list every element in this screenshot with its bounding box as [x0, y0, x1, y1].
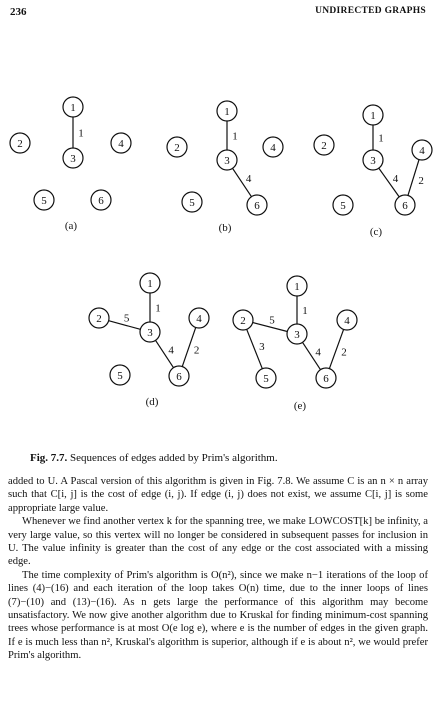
- node-label-5: 5: [189, 197, 195, 209]
- node-label-2: 2: [240, 315, 246, 327]
- edge-weight-label: 5: [123, 312, 130, 325]
- edge-weight-label: 2: [418, 174, 424, 187]
- node-label-1: 1: [294, 281, 300, 293]
- node-label-4: 4: [344, 315, 350, 327]
- edge-weight-label: 2: [341, 346, 347, 359]
- edge-weight-label: 1: [302, 305, 308, 317]
- edge-weight-label: 4: [245, 173, 252, 186]
- graph-panel-3: [314, 105, 432, 238]
- edge-weight-label: 4: [392, 172, 399, 185]
- graph-panel-4: [89, 273, 209, 408]
- node-label-3: 3: [370, 155, 376, 167]
- edge-weight-label: 2: [193, 344, 200, 357]
- figure-caption-label: Fig. 7.7.: [30, 452, 68, 464]
- node-label-2: 2: [174, 142, 180, 154]
- node-label-3: 3: [70, 153, 76, 165]
- node-label-3: 3: [224, 155, 230, 167]
- node-label-3: 3: [294, 329, 300, 341]
- node-label-6: 6: [402, 200, 408, 212]
- node-label-4: 4: [270, 142, 276, 154]
- edge-6-4: [408, 160, 419, 196]
- edge-weight-label: 1: [232, 130, 238, 143]
- node-label-6: 6: [98, 195, 104, 207]
- panel-label: (a): [64, 220, 78, 232]
- node-label-2: 2: [96, 313, 102, 325]
- node-label-6: 6: [176, 371, 182, 383]
- panel-label: (c): [369, 226, 383, 238]
- node-label-4: 4: [118, 138, 124, 150]
- panel-label: (e): [293, 400, 307, 412]
- graph-panel-5: [233, 276, 357, 412]
- graph-panel-2: [167, 101, 283, 234]
- paragraph-1: added to U. A Pascal version of this algorithm is given in Fig. 7.8. We assume C is an n × n array such that C[i, j] is the cost of edge (i, j). If edge (i, j) does not exist, we assume C[i, j] is some appropriate large value.: [8, 476, 428, 514]
- edge-weight-label: 1: [78, 127, 84, 140]
- edge-weight-label: 3: [259, 341, 265, 354]
- node-label-6: 6: [254, 200, 260, 212]
- node-label-1: 1: [224, 106, 230, 118]
- node-label-1: 1: [70, 102, 76, 114]
- page-number: 236: [10, 6, 27, 18]
- paragraph-3: The time complexity of Prim's algorithm is O(n²), since we make n−1 iterations of the loop of lines (4)−(16) and each iteration of the loop takes O(n) time, due to the inner loops of lines (7)−(10) and (13)−(16). As n gets large the performance of this algorithm may become unsatisfactory. We now give another algorithm due to Kruskal for finding minimum-cost spanning trees whose performance is at most O(e log e), where e is the number of edges in the given graph. If e is much less than n², Kruskal's algorithm is superior, although if e is about n², we would prefer Prim's algorithm.: [8, 569, 428, 662]
- figure-caption-text: Sequences of edges added by Prim's algorithm.: [70, 452, 278, 464]
- node-label-5: 5: [340, 200, 346, 212]
- edge-weight-label: 1: [378, 132, 384, 145]
- edge-weight-label: 4: [168, 344, 174, 357]
- figure-caption: [30, 452, 430, 464]
- edge-weight-label: 4: [315, 346, 321, 359]
- node-label-5: 5: [41, 195, 47, 207]
- body-text: [8, 475, 428, 663]
- node-label-3: 3: [147, 327, 153, 339]
- node-label-1: 1: [370, 110, 376, 122]
- edge-weight-label: 1: [155, 302, 161, 315]
- paragraph-2: Whenever we find another vertex k for the spanning tree, we make LOWCOST[k] be infinity, a very large value, so this vertex will no longer be considered in subsequent passes for inclusion in U. The value infinity is greater than the cost of any edge or the cost associated with a missing edge.: [8, 516, 428, 568]
- node-label-1: 1: [147, 278, 153, 290]
- node-label-2: 2: [17, 138, 23, 150]
- node-label-5: 5: [117, 370, 123, 382]
- panel-label: (b): [218, 222, 232, 234]
- graph-panel-1: [10, 97, 131, 232]
- panel-label: (d): [145, 396, 159, 408]
- node-label-4: 4: [196, 313, 202, 325]
- edge-weight-label: 5: [269, 314, 275, 327]
- node-label-6: 6: [323, 373, 329, 385]
- node-label-4: 4: [419, 145, 425, 157]
- node-label-2: 2: [321, 140, 327, 152]
- running-head: UNDIRECTED GRAPHS: [315, 6, 426, 16]
- node-label-5: 5: [263, 373, 269, 385]
